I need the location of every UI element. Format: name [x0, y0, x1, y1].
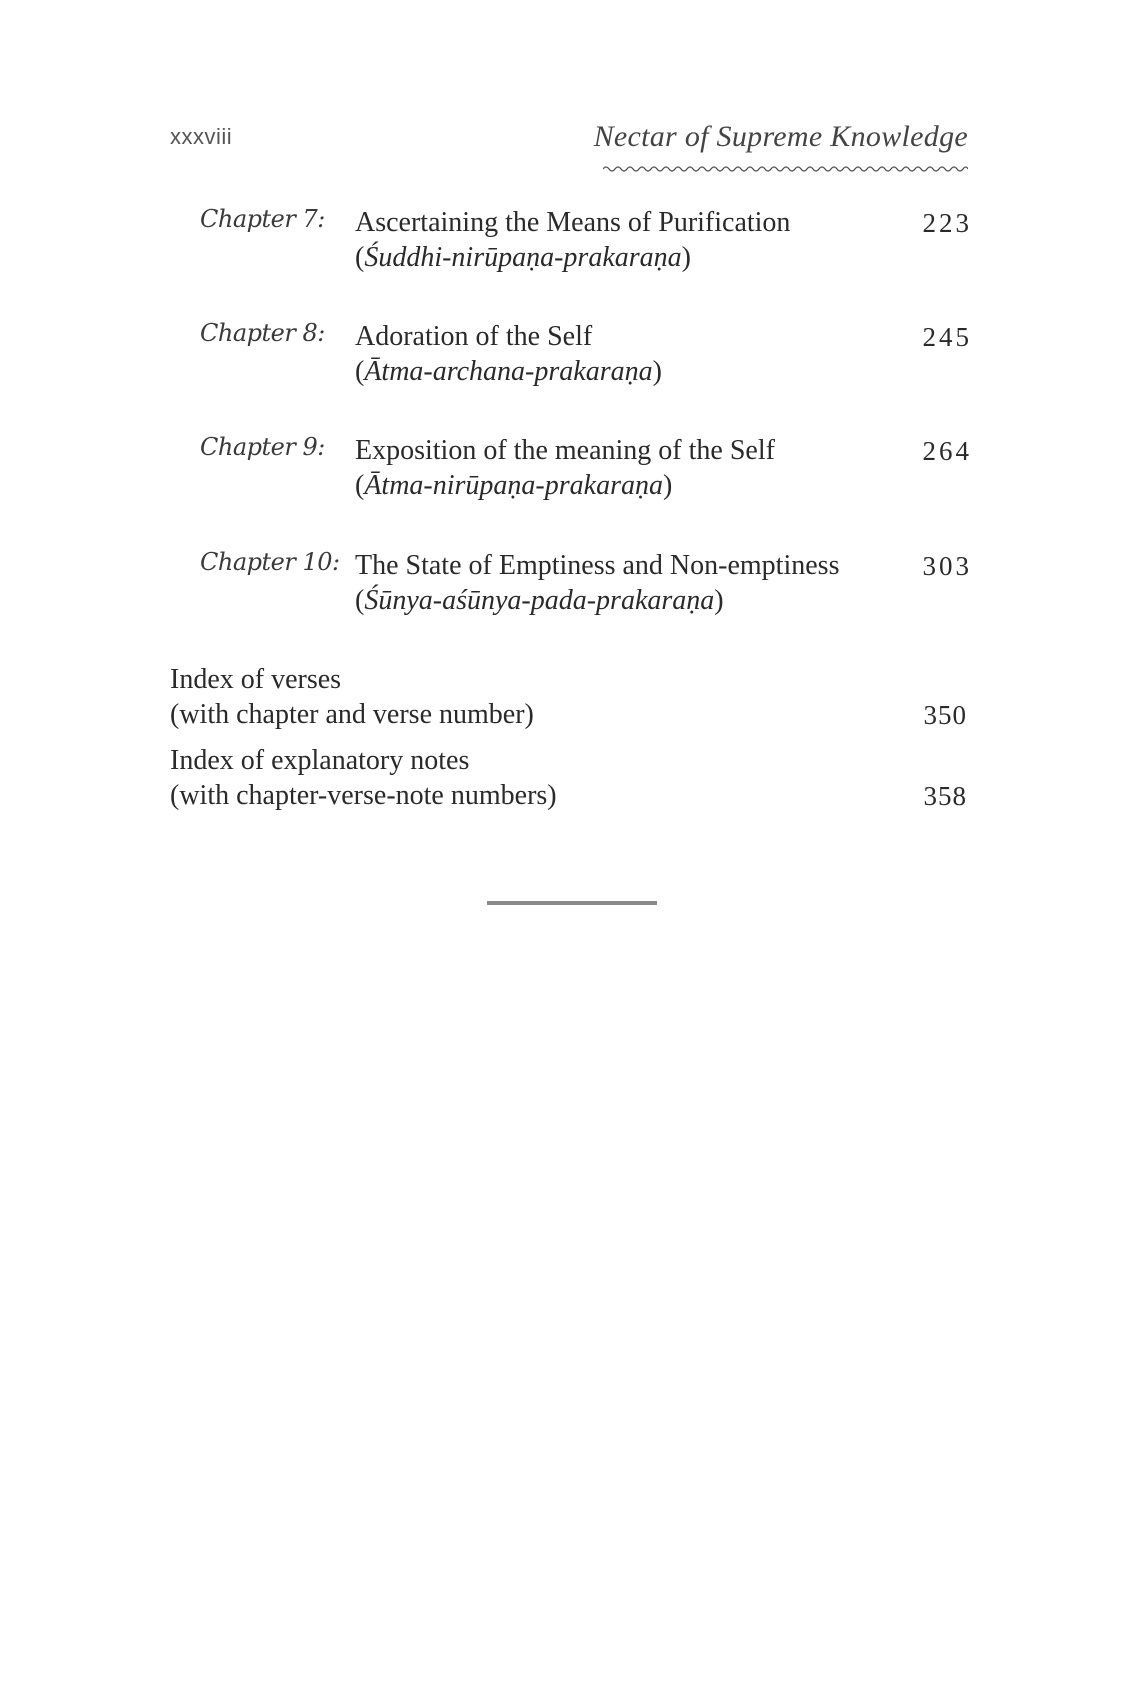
page-number: xxxviii	[170, 124, 233, 149]
index-title: Index of explanatory notes	[170, 745, 470, 776]
section-end-rule	[487, 901, 657, 905]
sanskrit-text: Śūnya-aśūnya-pada-prakaraṇa	[364, 585, 715, 616]
toc-entry-chapter-8[interactable]	[200, 319, 972, 399]
toc-entry-index-verses[interactable]	[170, 662, 967, 734]
chapter-page-number: 303	[922, 551, 972, 581]
wavy-underline-ornament	[603, 164, 968, 174]
chapter-label: Chapter 8:	[200, 319, 325, 347]
chapter-title: The State of Emptiness and Non-emptiness	[355, 550, 840, 581]
index-page-number: 358	[923, 781, 967, 811]
toc-entry-chapter-9[interactable]	[200, 433, 972, 513]
toc-entry-chapter-7[interactable]	[200, 205, 972, 285]
chapter-title: Ascertaining the Means of Purification	[355, 207, 791, 238]
sanskrit-text: Śuddhi-nirūpaṇa-prakaraṇa	[364, 242, 682, 273]
index-subtitle: (with chapter-verse-note numbers)	[170, 780, 557, 811]
chapter-label: Chapter 7:	[200, 205, 325, 233]
chapter-title: Adoration of the Self	[355, 321, 593, 352]
chapter-sanskrit-title: (Ātma-archana-prakaraṇa)	[355, 356, 662, 387]
sanskrit-text: Ātma-archana-prakaraṇa	[364, 356, 653, 387]
chapter-sanskrit-title: (Ātma-nirūpaṇa-prakaraṇa)	[355, 470, 673, 501]
toc-entry-index-notes[interactable]	[170, 743, 967, 815]
chapter-page-number: 223	[922, 208, 972, 238]
toc-entry-chapter-10[interactable]	[200, 548, 972, 628]
chapter-title: Exposition of the meaning of the Self	[355, 435, 775, 466]
running-title: Nectar of Supreme Knowledge	[593, 120, 968, 153]
chapter-label: Chapter 9:	[200, 433, 325, 461]
chapter-sanskrit-title: (Śūnya-aśūnya-pada-prakaraṇa)	[355, 585, 724, 616]
index-page-number: 350	[923, 700, 967, 730]
chapter-page-number: 245	[922, 322, 972, 352]
index-subtitle: (with chapter and verse number)	[170, 699, 534, 730]
index-title: Index of verses	[170, 664, 342, 695]
chapter-label: Chapter 10:	[200, 548, 340, 576]
sanskrit-text: Ātma-nirūpaṇa-prakaraṇa	[364, 470, 663, 501]
chapter-sanskrit-title: (Śuddhi-nirūpaṇa-prakaraṇa)	[355, 242, 691, 273]
chapter-page-number: 264	[922, 436, 972, 466]
